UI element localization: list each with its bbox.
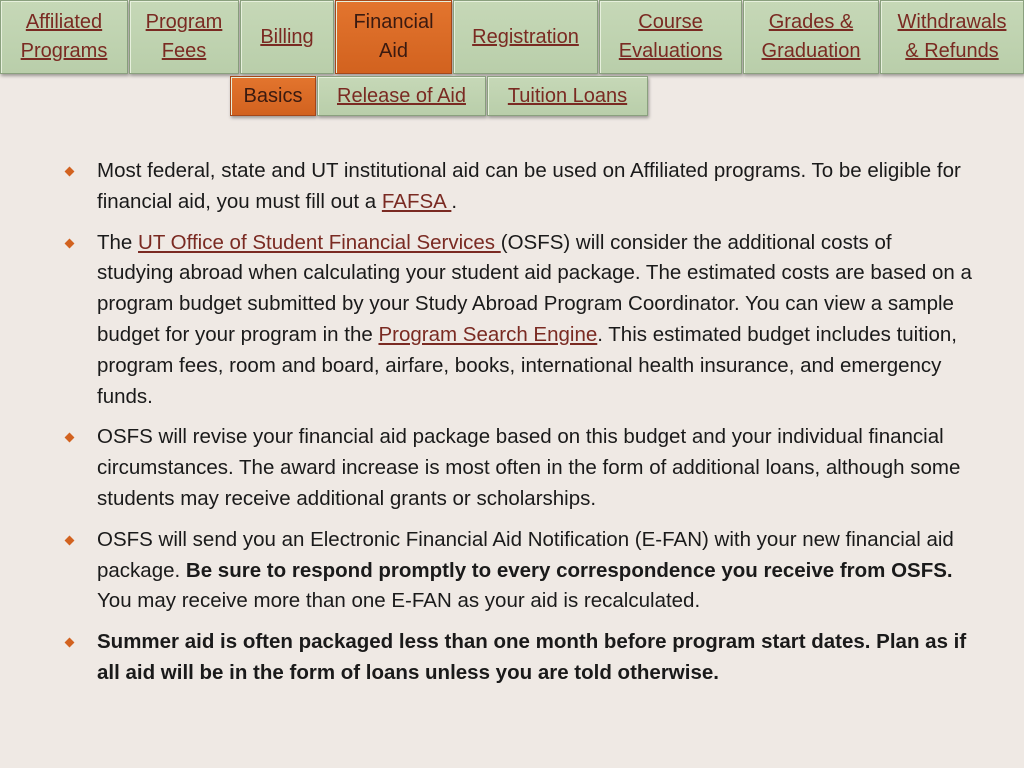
subtab-release-of-aid[interactable]: Release of Aid	[317, 76, 486, 116]
list-item: Most federal, state and UT institutional aid can be used on Affiliated programs. To be eligible for financial aid, you must fill out a FAFSA .	[60, 156, 972, 218]
list-item: OSFS will send you an Electronic Financial Aid Notification (E-FAN) with your new financial aid package. Be sure to respond promptly to every correspondence you receive from OSFS. You may receive more than one E-FAN as your aid is recalculated.	[60, 525, 972, 617]
diamond-bullet-icon	[65, 167, 75, 177]
tab-course-evaluations[interactable]: Course Evaluations	[599, 0, 742, 74]
tab-financial-aid[interactable]: Financial Aid	[335, 0, 452, 74]
diamond-bullet-icon	[65, 638, 75, 648]
list-item: The UT Office of Student Financial Services (OSFS) will consider the additional costs of studying abroad when calculating your student aid package. The estimated costs are based on a program budget submitted by your Study Abroad Program Coordinator. You can view a sample budget for your program in the Program Search Engine. This estimated budget includes tuition, program fees, room and board, airfare, books, international health insurance, and emergency funds.	[60, 228, 972, 413]
tab-affiliated-programs[interactable]: Affiliated Programs	[0, 0, 128, 74]
list-item: Summer aid is often packaged less than one month before program start dates. Plan as if all aid will be in the form of loans unless you are told otherwise.	[60, 627, 972, 689]
subtab-basics[interactable]: Basics	[230, 76, 316, 116]
list-item: OSFS will revise your financial aid package based on this budget and your individual financial circumstances. The award increase is most often in the form of additional loans, although some students may receive additional grants or scholarships.	[60, 422, 972, 514]
diamond-bullet-icon	[65, 238, 75, 248]
program-search-engine-link[interactable]: Program Search Engine	[378, 322, 598, 346]
top-nav	[0, 0, 1024, 76]
fafsa-link[interactable]: FAFSA	[381, 189, 452, 213]
tab-billing[interactable]: Billing	[240, 0, 334, 74]
subtab-tuition-loans[interactable]: Tuition Loans	[487, 76, 648, 116]
osfs-link[interactable]: UT Office of Student Financial Services	[138, 230, 501, 254]
tab-registration[interactable]: Registration	[453, 0, 598, 74]
tab-grades-graduation[interactable]: Grades & Graduation	[743, 0, 879, 74]
tab-program-fees[interactable]: Program Fees	[129, 0, 239, 74]
content-area	[60, 156, 972, 699]
diamond-bullet-icon	[65, 433, 75, 443]
tab-withdrawals-refunds[interactable]: Withdrawals & Refunds	[880, 0, 1024, 74]
diamond-bullet-icon	[65, 535, 75, 545]
